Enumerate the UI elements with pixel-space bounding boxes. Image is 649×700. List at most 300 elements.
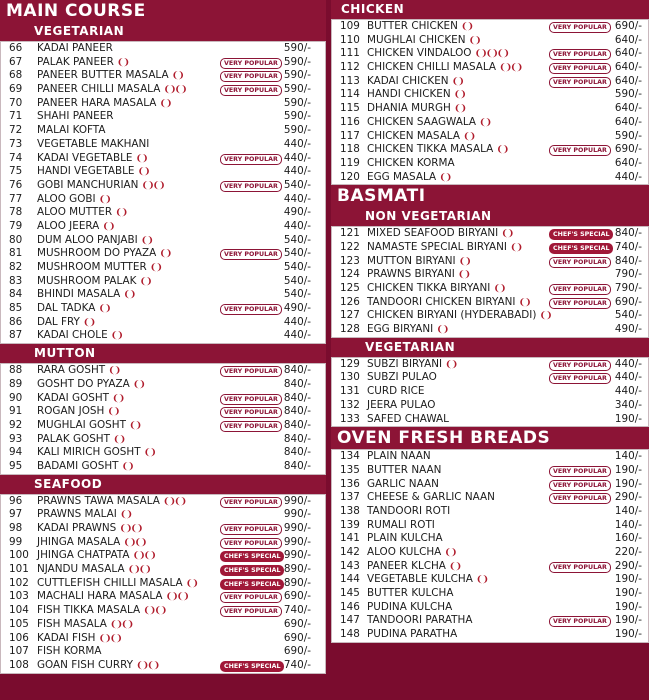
item-name (367, 628, 457, 642)
menu-item (332, 478, 648, 492)
chili-icon: ❨❩ (475, 575, 487, 586)
item-name-text: SUBZI PULAO (367, 371, 437, 384)
menu-item (1, 536, 325, 550)
item-name (37, 364, 119, 379)
item-name-text: CHICKEN TIKKA MASALA (367, 143, 494, 156)
chili-icon: ❨❩ (444, 548, 456, 558)
item-name-text: CHICKEN VINDALOO (367, 47, 472, 60)
item-number: 127 (340, 309, 360, 322)
item-name-text: PRAWNS MALAI (37, 508, 117, 521)
item-number: 81 (9, 247, 23, 260)
item-price: 440/- (283, 315, 311, 328)
item-name (37, 288, 134, 303)
item-name (367, 478, 439, 492)
item-number: 113 (340, 74, 360, 87)
item-name-text: PANEER BUTTER MASALA (37, 69, 169, 82)
item-name-text: ALOO JEERA (37, 219, 100, 232)
item-price: 290/- (614, 491, 642, 504)
item-price: 790/- (614, 268, 642, 281)
item-name-text: PANEER CHILLI MASALA (37, 83, 161, 96)
item-price: 140/- (614, 450, 642, 463)
item-number: 88 (9, 364, 23, 377)
item-price: 590/- (283, 42, 311, 54)
item-price: 190/- (614, 463, 642, 476)
menu-item (332, 358, 648, 372)
chili-icon: ❨❩ (123, 290, 135, 301)
item-name (37, 138, 149, 152)
very-popular-badge: VERY POPULAR (220, 85, 282, 96)
chili-icon: ❨❩ (112, 434, 125, 445)
menu-item (1, 392, 325, 406)
chili-icon: ❨❩ (143, 448, 155, 459)
chili-icon: ❨❩ (108, 366, 120, 377)
menu-item (1, 405, 325, 419)
chefs-special-badge: CHEF'S SPECIAL (549, 229, 613, 240)
item-number: 119 (340, 156, 360, 169)
item-name (37, 446, 155, 461)
chili-icon: ❨❩ (462, 131, 475, 142)
chefs-special-badge: CHEF'S SPECIAL (220, 551, 284, 562)
item-name-text: CUTTLEFISH CHILLI MASALA (37, 576, 183, 589)
item-number: 76 (9, 178, 23, 191)
menu-item (332, 130, 648, 144)
menu-item (332, 464, 648, 478)
menu-item (332, 399, 648, 413)
item-name-text: MIXED SEAFOOD BIRYANI (367, 227, 499, 240)
very-popular-badge: VERY POPULAR (220, 538, 282, 549)
item-name (37, 165, 149, 180)
very-popular-badge: VERY POPULAR (549, 466, 611, 477)
chili-icon: ❨❩ (458, 256, 470, 267)
item-price: 540/- (283, 274, 311, 287)
item-name-text: CHICKEN BIRYANI (HYDERABADI) (367, 309, 537, 322)
item-price: 440/- (283, 165, 311, 178)
item-name-text: MUSHROOM PALAK (37, 274, 137, 287)
menu-item (332, 413, 648, 427)
item-name (367, 358, 456, 373)
menu-item (332, 116, 648, 130)
very-popular-badge: VERY POPULAR (220, 154, 282, 165)
chili-icon: ❨❩ (448, 561, 461, 572)
item-price: 540/- (283, 233, 311, 246)
very-popular-badge: VERY POPULAR (549, 145, 611, 156)
item-price: 590/- (283, 124, 311, 137)
menu-item (332, 587, 648, 601)
item-name-text: BUTTER KULCHA (367, 587, 454, 600)
non-veg-biryani-list (331, 226, 649, 338)
chili-icon: ❨❩ (501, 229, 513, 240)
item-name (37, 604, 165, 619)
item-price: 990/- (283, 494, 311, 507)
chili-icon: ❨❩ (82, 317, 94, 328)
item-name (367, 227, 512, 242)
very-popular-badge: VERY POPULAR (549, 480, 611, 491)
chili-icon: ❨❩ (468, 35, 480, 46)
very-popular-badge: VERY POPULAR (549, 77, 611, 88)
very-popular-badge: VERY POPULAR (220, 58, 282, 69)
menu-item (1, 549, 325, 563)
item-name-text: JHINGA CHATPATA (37, 549, 130, 562)
item-name (37, 329, 122, 344)
item-number: 125 (340, 282, 360, 294)
menu-item (1, 577, 325, 591)
seafood-list (0, 494, 326, 674)
vegetarian-list (0, 41, 326, 344)
menu-item (1, 378, 325, 392)
item-price: 840/- (614, 227, 642, 240)
menu-item (1, 42, 325, 56)
menu-item (332, 309, 648, 323)
menu-item (332, 628, 648, 642)
item-name-text: GARLIC NAAN (367, 477, 439, 490)
item-price: 190/- (614, 600, 642, 613)
menu-item (332, 323, 648, 337)
item-price: 440/- (283, 329, 311, 342)
very-popular-badge: VERY POPULAR (220, 497, 282, 508)
item-name (37, 152, 147, 167)
menu-item (332, 519, 648, 533)
item-price: 190/- (614, 587, 642, 600)
item-name (37, 536, 145, 551)
item-name (37, 261, 161, 276)
item-name-text: PRAWNS BIRYANI (367, 268, 455, 281)
menu-item (332, 157, 648, 171)
section-heading-veg-basmati: VEGETARIAN (331, 338, 649, 357)
item-name (37, 549, 155, 564)
item-name-text: KADAI PRAWNS (37, 522, 117, 534)
chicken-list (331, 19, 649, 185)
item-number: 141 (340, 532, 360, 545)
chili-icon: ❨❩ (159, 98, 171, 109)
item-price: 440/- (614, 371, 642, 384)
item-price: 640/- (614, 115, 642, 128)
item-price: 640/- (614, 74, 642, 87)
menu-item (332, 268, 648, 282)
item-price: 220/- (614, 546, 642, 558)
chili-icon: ❨❩ (135, 153, 147, 164)
item-price: 590/- (614, 88, 642, 101)
item-name (37, 193, 110, 208)
item-price: 640/- (614, 47, 642, 60)
item-number: 131 (340, 385, 360, 398)
menu-item (332, 61, 648, 75)
item-name-text: FISH TIKKA MASALA (37, 604, 141, 617)
item-price: 840/- (283, 418, 311, 431)
item-name-text: BHINDI MASALA (37, 288, 121, 301)
item-number: 120 (340, 170, 360, 183)
item-name (367, 75, 463, 90)
menu-item (1, 288, 325, 302)
item-price: 740/- (614, 240, 642, 253)
item-number: 143 (340, 559, 360, 572)
menu-item (332, 491, 648, 505)
item-price: 990/- (283, 549, 311, 562)
menu-item (332, 296, 648, 310)
menu-item (1, 220, 325, 234)
item-name-text: MUSHROOM MUTTER (37, 261, 147, 273)
chili-icon: ❨❩❨❩ (132, 551, 155, 562)
chili-icon: ❨❩ (112, 393, 124, 404)
item-number: 104 (9, 604, 29, 617)
menu-item (332, 227, 648, 241)
item-number: 132 (340, 398, 360, 411)
menu-item (1, 508, 325, 522)
menu-item (1, 110, 325, 124)
item-number: 67 (9, 55, 23, 68)
item-name (367, 116, 490, 131)
item-price: 540/- (614, 309, 642, 322)
item-price: 740/- (283, 658, 311, 671)
item-name-text: DHANIA MURGH (367, 102, 451, 115)
item-number: 98 (9, 522, 23, 534)
menu-item (1, 193, 325, 207)
item-name-text: FISH KORMA (37, 645, 102, 658)
chefs-special-badge: CHEF'S SPECIAL (220, 579, 284, 590)
item-number: 94 (9, 446, 23, 459)
item-name-text: PUDINA KULCHA (367, 600, 453, 613)
item-price: 990/- (283, 522, 311, 534)
item-number: 68 (9, 69, 23, 82)
chili-icon: ❨❩ (539, 311, 551, 322)
item-name (37, 577, 197, 592)
menu-item (1, 419, 325, 433)
menu-item (1, 632, 325, 646)
item-price: 840/- (283, 377, 311, 390)
item-number: 74 (9, 151, 23, 164)
breads-list (331, 449, 649, 643)
item-name (367, 282, 504, 297)
item-name (37, 42, 113, 56)
item-name (37, 378, 144, 393)
item-name-text: KADAI PANEER (37, 42, 113, 54)
very-popular-badge: VERY POPULAR (549, 360, 611, 371)
item-number: 124 (340, 268, 360, 281)
menu-item (1, 645, 325, 659)
menu-item (332, 171, 648, 185)
item-name (37, 206, 126, 221)
item-name-text: KADAI VEGETABLE (37, 151, 133, 164)
item-name-text: PLAIN KULCHA (367, 532, 443, 545)
menu-item (332, 143, 648, 157)
item-name-text: RARA GOSHT (37, 364, 106, 377)
item-name (367, 309, 551, 324)
very-popular-badge: VERY POPULAR (549, 63, 611, 74)
menu-item (332, 532, 648, 546)
menu-item (1, 316, 325, 330)
item-name (37, 433, 124, 448)
chefs-special-badge: CHEF'S SPECIAL (220, 565, 284, 576)
item-name-text: ALOO MUTTER (37, 206, 113, 219)
menu-item (1, 261, 325, 275)
menu-item (1, 522, 325, 536)
item-name-text: RUMALI ROTI (367, 518, 435, 531)
chili-icon: ❨❩ (445, 359, 457, 370)
item-number: 117 (340, 129, 360, 142)
menu-item (332, 255, 648, 269)
item-number: 92 (9, 418, 23, 431)
menu-item (1, 446, 325, 460)
item-number: 112 (340, 61, 360, 74)
menu-item (1, 329, 325, 343)
item-price: 540/- (283, 288, 311, 301)
item-name-text: CHICKEN SAAGWALA (367, 115, 476, 128)
item-number: 102 (9, 576, 29, 589)
item-number: 93 (9, 432, 23, 445)
item-price: 640/- (614, 102, 642, 115)
very-popular-badge: VERY POPULAR (220, 524, 282, 535)
chili-icon: ❨❩ (121, 461, 133, 472)
very-popular-badge: VERY POPULAR (549, 22, 611, 33)
menu-item (1, 433, 325, 447)
menu-item (1, 590, 325, 604)
item-name (367, 614, 472, 628)
item-number: 128 (340, 323, 360, 336)
chili-icon: ❨❩❨❩ (109, 619, 133, 630)
item-name-text: FISH MASALA (37, 617, 107, 630)
item-name (37, 220, 113, 235)
item-name-text: NJANDU MASALA (37, 563, 125, 576)
item-number: 123 (340, 254, 360, 267)
item-name (37, 234, 152, 249)
item-price: 440/- (283, 219, 311, 232)
menu-item (1, 97, 325, 111)
chili-icon: ❨❩❨❩ (499, 63, 522, 74)
item-price: 190/- (614, 412, 642, 425)
chili-icon: ❨❩ (185, 578, 197, 589)
item-name (37, 124, 105, 138)
item-name-text: GOBI MANCHURIAN (37, 178, 139, 191)
chili-icon: ❨❩ (139, 276, 151, 287)
item-number: 85 (9, 302, 23, 315)
item-name (37, 508, 131, 523)
chili-icon: ❨❩❨❩ (165, 592, 188, 603)
very-popular-badge: VERY POPULAR (220, 181, 282, 192)
item-name (367, 323, 447, 338)
item-price: 790/- (614, 282, 642, 294)
item-name-text: EGG MASALA (367, 170, 437, 183)
item-name (367, 519, 435, 533)
chili-icon: ❨❩❨❩ (143, 606, 166, 617)
item-name-text: MACHALI HARA MASALA (37, 590, 163, 603)
item-price: 690/- (283, 645, 311, 658)
item-name (367, 102, 465, 117)
item-number: 107 (9, 645, 29, 658)
item-number: 145 (340, 587, 360, 600)
chili-icon: ❨❩❨❩ (163, 85, 186, 96)
chili-icon: ❨❩❨❩ (162, 496, 186, 507)
chili-icon: ❨❩ (478, 117, 491, 128)
menu-item (332, 34, 648, 48)
item-price: 690/- (614, 20, 642, 32)
item-price: 440/- (283, 137, 311, 150)
item-name-text: BUTTER NAAN (367, 463, 442, 476)
main-course-title: MAIN COURSE (0, 0, 326, 22)
item-name (367, 385, 425, 399)
item-price: 190/- (614, 573, 642, 586)
chili-icon: ❨❩❨❩❨❩ (474, 49, 508, 60)
chili-icon: ❨❩❨❩ (127, 565, 150, 576)
item-name-text: HANDI CHICKEN (367, 88, 451, 101)
item-name-text: SUBZI BIRYANI (367, 357, 443, 370)
item-price: 640/- (614, 156, 642, 169)
item-number: 75 (9, 165, 23, 178)
item-price: 190/- (614, 477, 642, 490)
section-heading-non-vegetarian: NON VEGETARIAN (331, 207, 649, 226)
item-price: 690/- (614, 143, 642, 156)
menu-item (332, 102, 648, 116)
item-number: 133 (340, 412, 360, 425)
item-name (367, 573, 487, 588)
item-price: 440/- (283, 192, 311, 205)
item-name (37, 632, 121, 647)
item-name (367, 130, 474, 145)
item-number: 69 (9, 83, 23, 96)
chili-icon: ❨❩ (132, 379, 144, 390)
item-price: 740/- (283, 604, 311, 617)
item-name-text: TANDOORI ROTI (367, 504, 451, 517)
item-number: 101 (9, 563, 29, 576)
chili-icon: ❨❩ (460, 22, 472, 32)
section-heading-chicken: CHICKEN (331, 0, 649, 19)
item-price: 540/- (283, 247, 311, 260)
menu-item (1, 56, 325, 70)
item-number: 126 (340, 295, 360, 308)
menu-item (1, 364, 325, 378)
chili-icon: ❨❩ (453, 90, 465, 101)
item-number: 137 (340, 491, 360, 504)
menu-item (332, 20, 648, 34)
item-number: 73 (9, 137, 23, 150)
chili-icon: ❨❩ (102, 221, 114, 232)
item-number: 66 (9, 42, 23, 54)
item-name (37, 522, 141, 537)
chili-icon: ❨❩ (159, 249, 171, 260)
menu-item (1, 604, 325, 618)
item-number: 106 (9, 631, 29, 644)
item-name-text: HANDI VEGETABLE (37, 165, 135, 178)
item-number: 71 (9, 110, 23, 123)
item-number: 109 (340, 20, 360, 32)
item-price: 440/- (614, 170, 642, 183)
item-name-text: BADAMI GOSHT (37, 459, 119, 472)
menu-item (332, 450, 648, 464)
item-name-text: KADAI GOSHT (37, 391, 110, 404)
chili-icon: ❨❩ (451, 76, 463, 87)
item-name-text: MUTTON BIRYANI (367, 254, 456, 267)
item-price: 440/- (614, 385, 642, 398)
chili-icon: ❨❩ (115, 208, 127, 219)
item-name-text: CHEESE & GARLIC NAAN (367, 491, 495, 504)
item-name (367, 255, 470, 270)
item-number: 103 (9, 590, 29, 603)
very-popular-badge: VERY POPULAR (549, 257, 611, 268)
item-price: 840/- (283, 391, 311, 404)
item-name (37, 56, 128, 71)
very-popular-badge: VERY POPULAR (549, 493, 611, 504)
item-number: 105 (9, 617, 29, 630)
item-name-text: CHICKEN TIKKA BIRYANI (367, 282, 491, 294)
item-name (367, 546, 455, 561)
item-price: 140/- (614, 504, 642, 517)
item-price: 690/- (283, 631, 311, 644)
item-name-text: PRAWNS TAWA MASALA (37, 494, 160, 507)
item-price: 840/- (283, 364, 311, 377)
item-number: 83 (9, 274, 23, 287)
item-name-text: MALAI KOFTA (37, 124, 106, 137)
item-price: 590/- (283, 55, 311, 68)
menu-item (332, 546, 648, 560)
item-number: 129 (340, 357, 360, 370)
